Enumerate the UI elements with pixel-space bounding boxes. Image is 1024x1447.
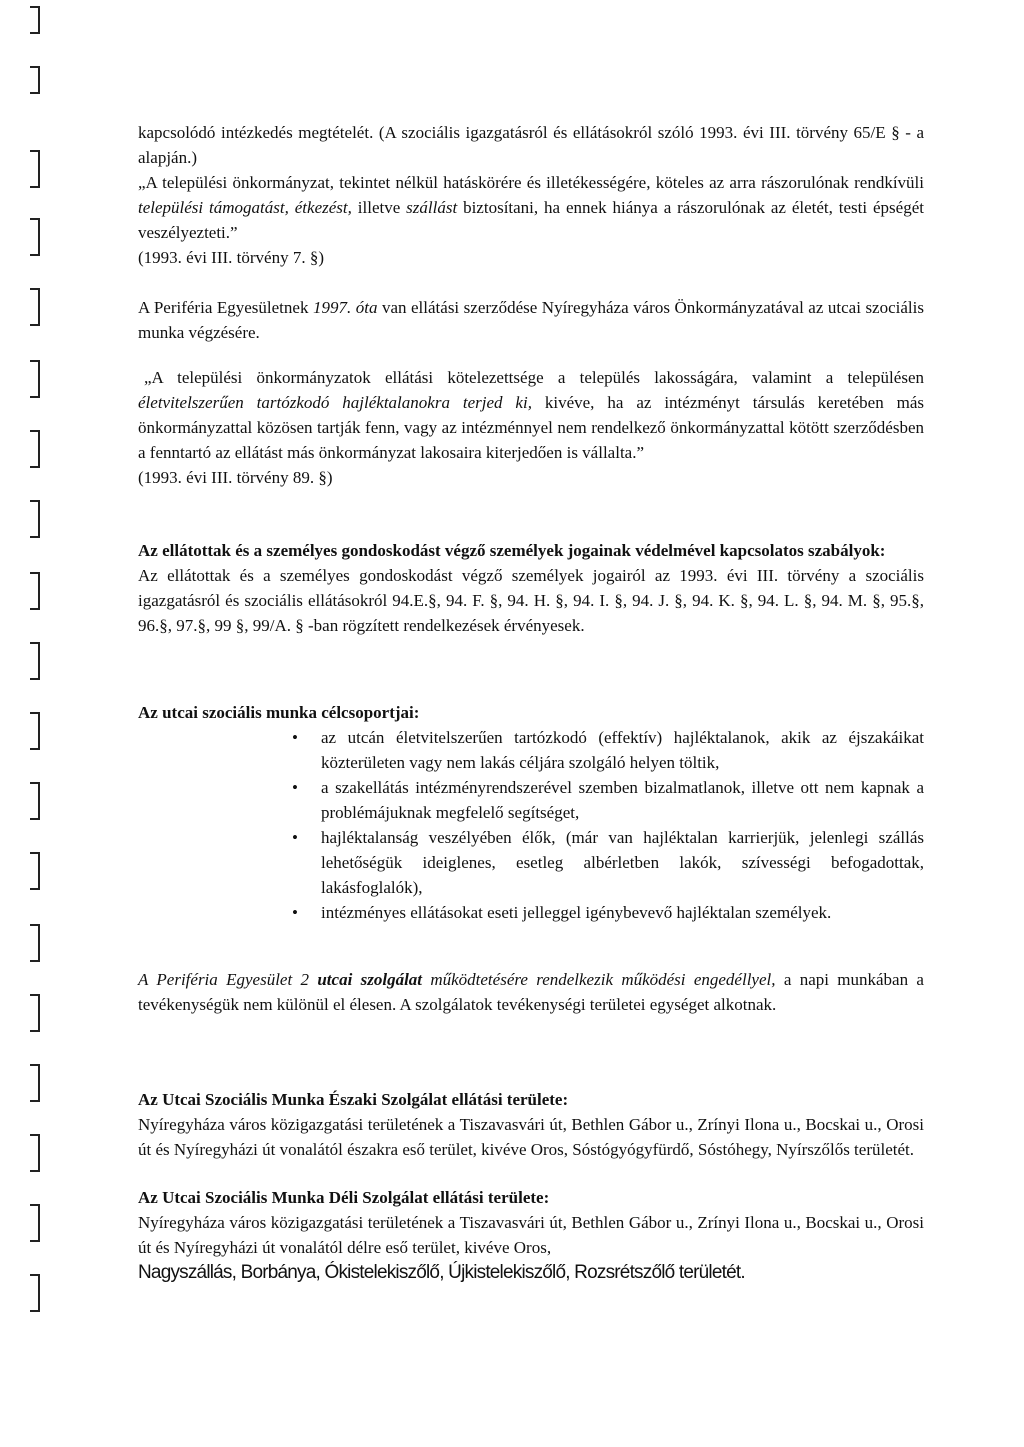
targets-heading xyxy=(138,700,924,725)
binder-mark xyxy=(30,1134,40,1172)
targets-list xyxy=(138,725,924,925)
north-heading xyxy=(138,1087,924,1112)
periferia-year: 1997. óta xyxy=(312,298,378,317)
south-body: Nyíregyháza város közigazgatási területének a Tiszavasvári út, Bethlen Gábor u., Zrínyi Ilona u., Bocskai u., Orosi út és Nyíregyházi út vonalától délre eső terület, kivéve Oros, xyxy=(138,1213,924,1257)
binder-mark xyxy=(30,852,40,890)
south-heading-text: Az Utcai Szociális Munka Déli Szolgálat ellátási területe: xyxy=(138,1188,550,1207)
binder-mark xyxy=(30,150,40,188)
periferia-text-b: van ellátási szerződése Nyíregyháza város Önkormányzatával az utcai szociális munka végzésére. xyxy=(138,298,924,342)
document-page xyxy=(138,0,924,1447)
service-body: a napi munkában a tevékenységük nem különül el élesen. A szolgálatok tevékenységi területei egységet alkotnak. xyxy=(138,970,924,1014)
list-item: • hajléktalanság veszélyében élők, (már van hajléktalan karrierjük, jelenlegi szállás lehetőségük ideiglenes, esetleg albérletben lakók, szívességi befogadottak, lakásfoglalók), xyxy=(138,825,924,900)
binder-mark xyxy=(30,924,40,962)
quote-text: illetve xyxy=(351,198,407,217)
quote-text: „A települési önkormányzat, tekintet nélkül hatáskörére és illetékességére, köteles az arra rászorulónak rendkívüli xyxy=(138,173,924,192)
list-item: • intézményes ellátásokat eseti jelleggel igénybevevő hajléktalan személyek. xyxy=(138,900,924,925)
periferia-paragraph xyxy=(138,295,924,345)
rights-heading-text: Az ellátottak és a személyes gondoskodást végző személyek jogainak védelmével kapcsolatos szabályok: xyxy=(138,541,886,560)
periferia-text xyxy=(138,295,924,345)
quote2-emphasis: életvitelszerűen tartózkodó hajléktalanokra terjed ki, xyxy=(138,393,532,412)
targets-heading-text: Az utcai szociális munka célcsoportjai: xyxy=(138,703,420,722)
service-emphasis: működtetésére rendelkezik működési engedéllyel, xyxy=(422,970,776,989)
binder-mark xyxy=(30,1204,40,1242)
list-item: • a szakellátás intézményrendszerével szemben bizalmatlanok, illetve ott nem kapnak a problémájuknak megfelelő segítséget, xyxy=(138,775,924,825)
binder-mark xyxy=(30,288,40,326)
south-last-line: Nagyszállás, Borbánya, Ókistelekiszőlő, Újkistelekiszőlő, Rozsrétszőlő területét. xyxy=(138,1262,745,1283)
binder-mark xyxy=(30,6,40,34)
binder-marks xyxy=(0,0,40,1447)
binder-mark xyxy=(30,782,40,820)
south-section xyxy=(138,1185,924,1285)
intro-citation: (1993. évi III. törvény 7. §) xyxy=(138,248,325,267)
quote2-text-b: kivéve, ha az intézményt társulás keretében más önkormányzattal közösen tartják fenn, vagy az intézménnyel nem rendelkező önkormányzattal kötött szerződésben a fenntartó az ellátást más önkormányzat lakosaira kiterjedően is vállalta.” xyxy=(138,393,924,462)
quote2-text xyxy=(138,365,924,465)
periferia-text-a: A Periféria Egyesületnek xyxy=(138,298,313,317)
south-heading xyxy=(138,1185,924,1210)
rights-section xyxy=(138,538,924,638)
service-emphasis-bold: utcai szolgálat xyxy=(317,970,423,989)
north-section xyxy=(138,1087,924,1162)
service-text xyxy=(138,967,924,1017)
binder-mark xyxy=(30,1064,40,1102)
binder-mark xyxy=(30,572,40,610)
quote2-section xyxy=(138,365,924,490)
list-item: • az utcán életvitelszerűen tartózkodó (effektív) hajléktalanok, akik az éjszakáikat közterületen vagy nem lakás céljára szolgáló helyen töltik, xyxy=(138,725,924,775)
rights-body: Az ellátottak és a személyes gondoskodást végző személyek jogairól az 1993. évi III. törvény a szociális igazgatásról és szociális ellátásokról 94.E.§, 94. F. §, 94. H. §, 94. I. §, 94. J. §, 94. K. §, 94. L. §, 94. M. §, 95.§, 96.§, 97.§, 99 §, 99/A. § -ban rögzített rendelkezések érvényesek. xyxy=(138,566,924,635)
binder-mark xyxy=(30,642,40,680)
intro-quote xyxy=(138,170,924,245)
binder-mark xyxy=(30,712,40,750)
intro-line: kapcsolódó intézkedés megtételét. (A szociális igazgatásról és ellátásokról szóló 1993. évi III. törvény 65/E § - a alapján.) xyxy=(138,123,924,167)
quote-emphasis: települési támogatást, étkezést, xyxy=(138,198,352,217)
targets-section xyxy=(138,700,924,925)
north-body: Nyíregyháza város közigazgatási területének a Tiszavasvári út, Bethlen Gábor u., Zrínyi Ilona u., Bocskai u., Orosi út és Nyíregyházi út vonalától északra eső terület, kivéve Oros, Sóstógyógyfürdő, Sóstóhegy, Nyírszőlős területét. xyxy=(138,1115,924,1159)
binder-mark xyxy=(30,994,40,1032)
quote-emphasis: szállást xyxy=(406,198,458,217)
intro-section xyxy=(138,120,924,270)
north-heading-text: Az Utcai Szociális Munka Északi Szolgálat ellátási területe: xyxy=(138,1090,569,1109)
service-emphasis: A Periféria Egyesület 2 xyxy=(138,970,318,989)
quote-text: biztosítani, ha ennek hiánya a rászorulónak az életét, testi épségét veszélyezteti.” xyxy=(138,198,924,242)
binder-mark xyxy=(30,430,40,468)
quote2-citation: (1993. évi III. törvény 89. §) xyxy=(138,468,333,487)
binder-mark xyxy=(30,360,40,398)
rights-heading xyxy=(138,538,924,563)
quote2-text-a: „A települési önkormányzatok ellátási kötelezettsége a település lakosságára, valamint a településen xyxy=(144,368,924,387)
binder-mark xyxy=(30,66,40,94)
binder-mark xyxy=(30,1274,40,1312)
service-paragraph xyxy=(138,967,924,1017)
binder-mark xyxy=(30,218,40,256)
binder-mark xyxy=(30,500,40,538)
